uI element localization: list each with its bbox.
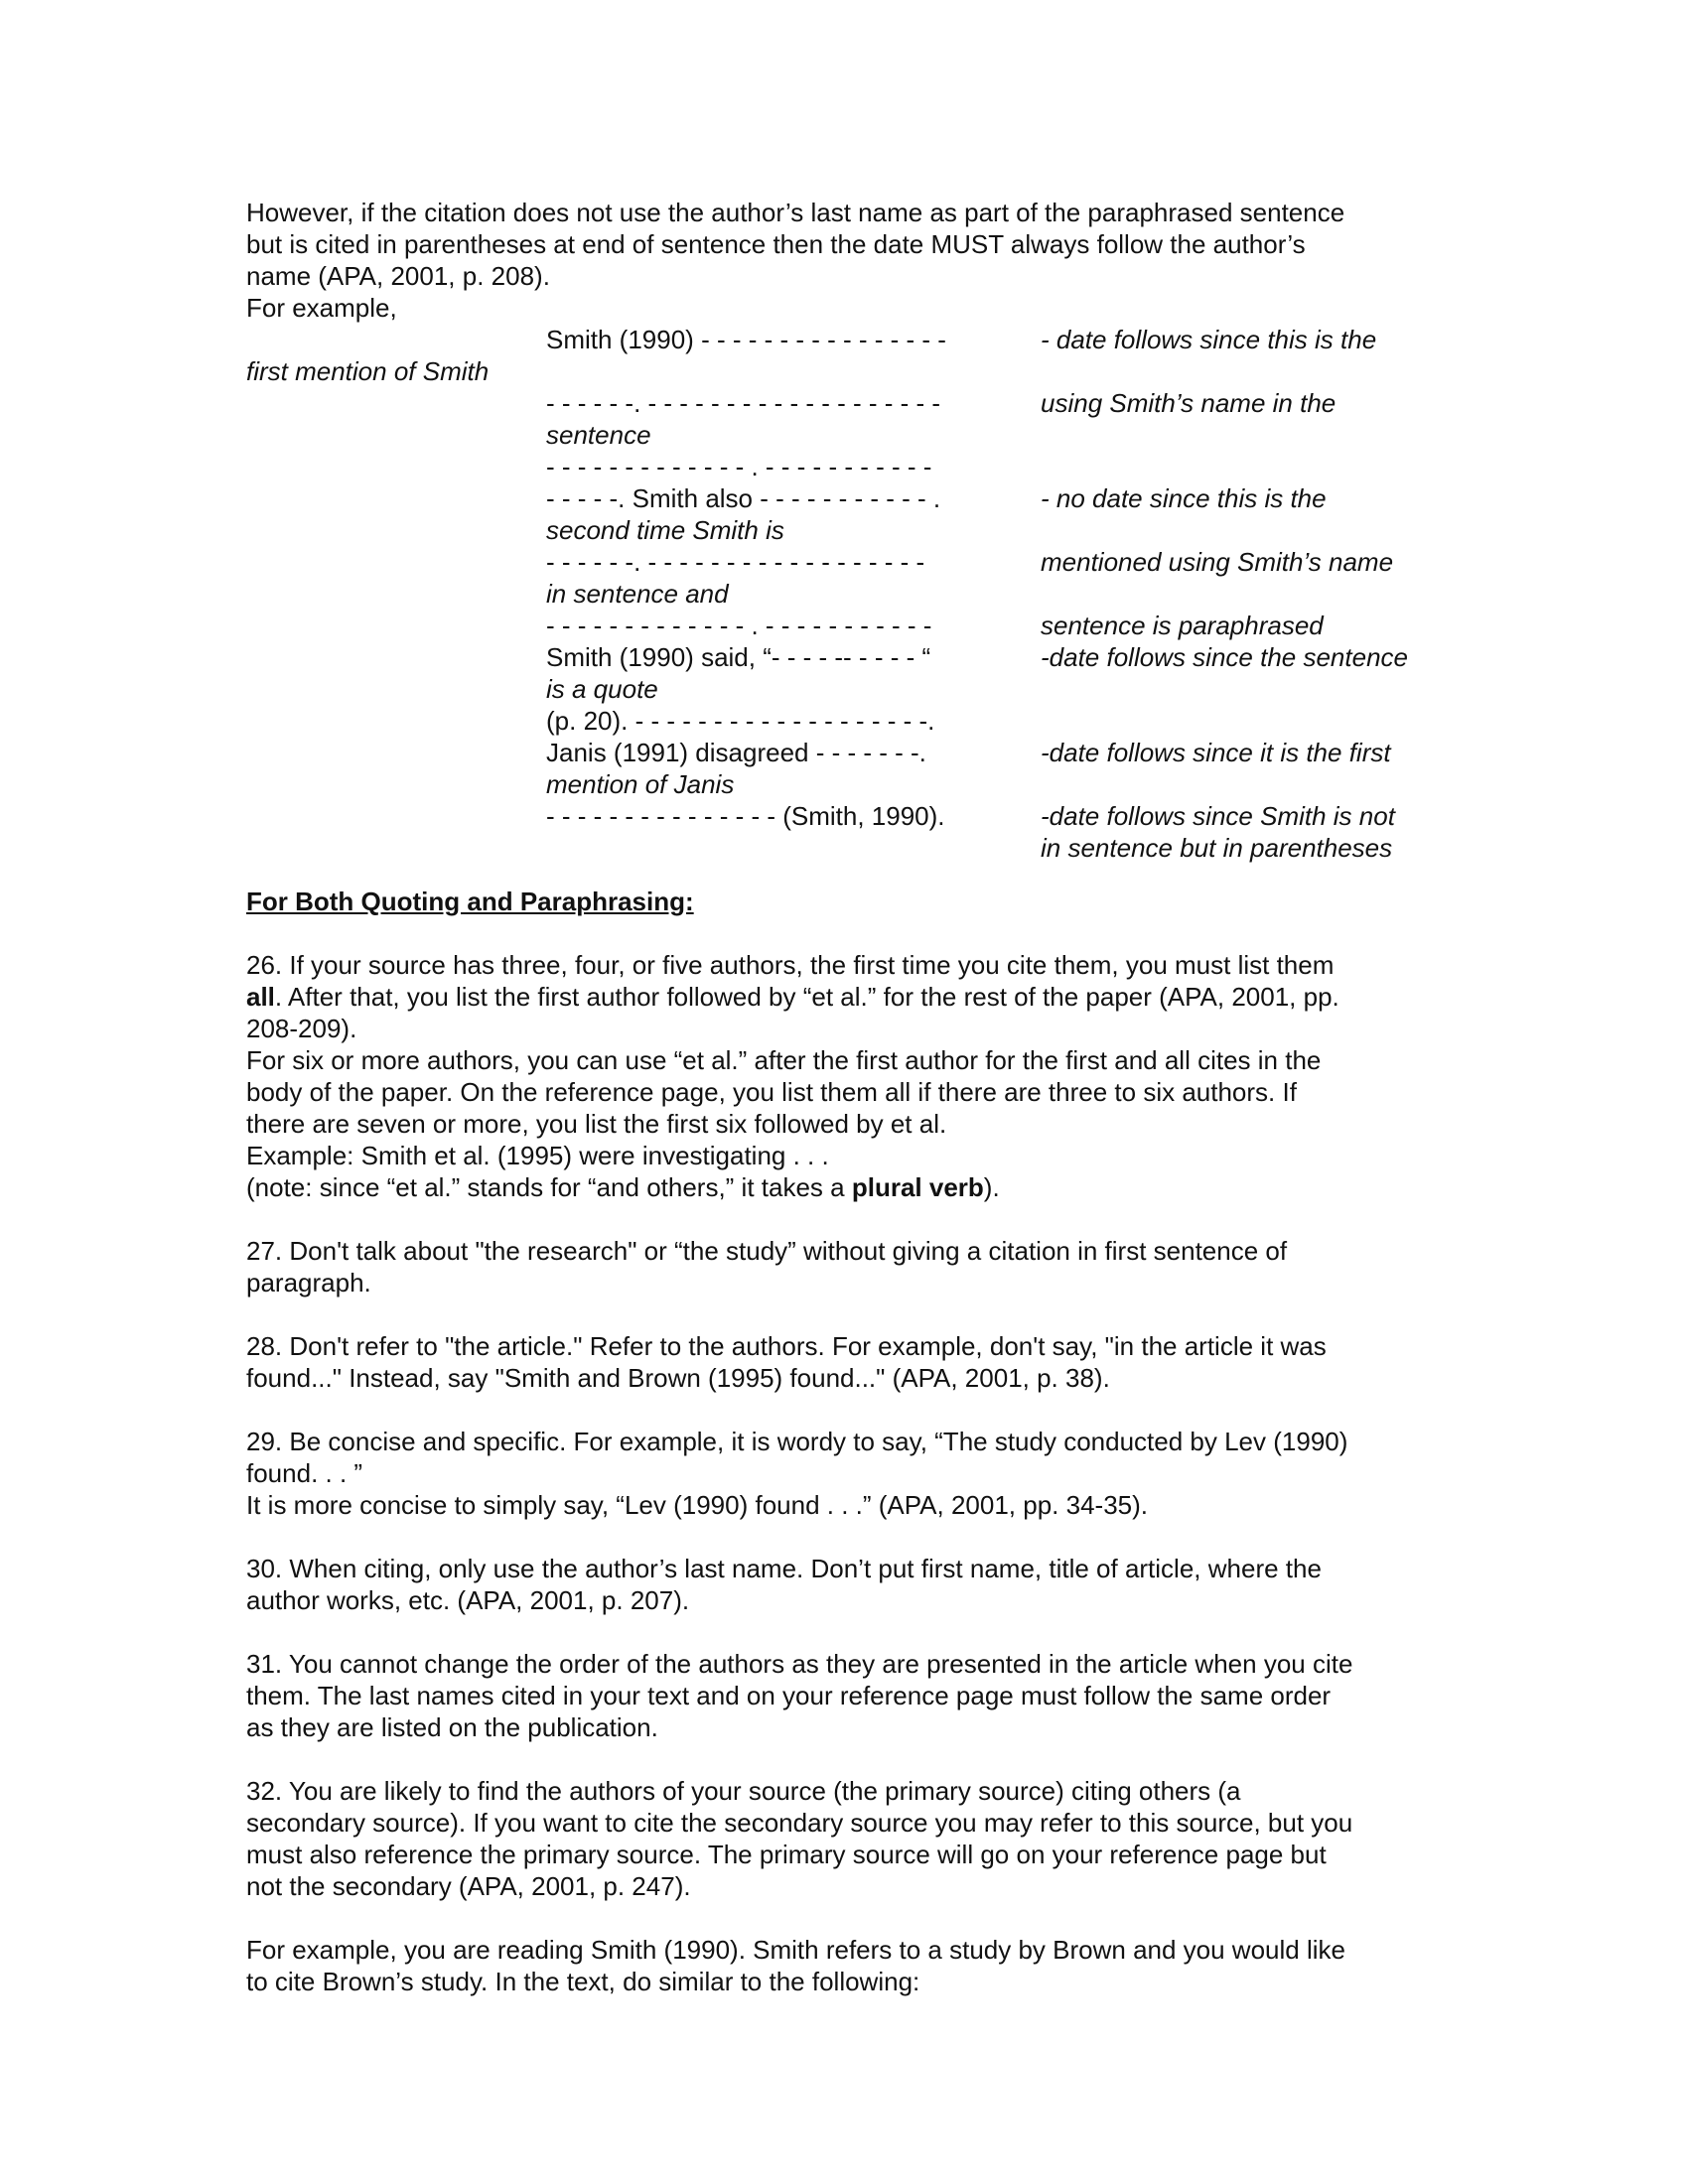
example-note: sentence is paraphrased (1041, 611, 1324, 640)
text-span: ). (983, 1172, 1000, 1202)
example-note: -date follows since it is the first (1041, 738, 1391, 767)
paragraph-line: It is more concise to simply say, “Lev (1990) found . . .” (APA, 2001, pp. 34-35). (246, 1490, 1148, 1520)
paragraph-line: not the secondary (APA, 2001, p. 247). (246, 1871, 691, 1901)
intro-line: For example, (246, 293, 397, 323)
paragraph-30 (246, 1553, 1448, 1616)
paragraph-line: 208-209). (246, 1014, 357, 1043)
intro-line: but is cited in parentheses at end of sentence then the date MUST always follow the author’s (246, 229, 1306, 259)
example-note: mentioned using Smith’s name (1041, 547, 1394, 577)
paragraph-line: paragraph. (246, 1268, 371, 1297)
paragraph-28 (246, 1330, 1448, 1394)
example-note-wrap: mention of Janis (546, 769, 735, 799)
paragraph-line: them. The last names cited in your text and on your reference page must follow the same order (246, 1681, 1332, 1710)
example-note-wrap: is a quote (546, 674, 658, 704)
example-left-text: - - - - - - - - - - - - - - - (Smith, 1990). (546, 801, 945, 831)
example-note-wrap: in sentence but in parentheses (1041, 833, 1393, 863)
example-left-text: Smith (1990) - - - - - - - - - - - - - - - - (546, 325, 946, 354)
paragraph-31 (246, 1648, 1448, 1743)
paragraph-line: found. . . ” (246, 1458, 363, 1488)
example-left-text: (p. 20). - - - - - - - - - - - - - - - - - - -. (546, 706, 935, 736)
example-note-wrap: sentence (546, 420, 651, 450)
paragraph-29 (246, 1426, 1448, 1521)
example-note-wrap: first mention of Smith (246, 356, 490, 386)
paragraph-line (246, 1171, 1448, 1203)
paragraph-line: For example, you are reading Smith (1990). Smith refers to a study by Brown and you would like (246, 1935, 1345, 1965)
paragraph-line: secondary source). If you want to cite the secondary source you may refer to this source, but you (246, 1808, 1353, 1838)
paragraph-line: 28. Don't refer to "the article." Refer to the authors. For example, don't say, "in the article it was (246, 1331, 1327, 1361)
paragraph-line: 29. Be concise and specific. For example, it is wordy to say, “The study conducted by Lev (1990) (246, 1427, 1348, 1456)
example-left-text: - - - - - - - - - - - - - . - - - - - - - - - - - (546, 611, 932, 640)
example-left-text: - - - - - -. - - - - - - - - - - - - - - - - - - - (546, 388, 941, 418)
paragraph-line: Example: Smith et al. (1995) were investigating . . . (246, 1141, 829, 1170)
example-left-text: Janis (1991) disagreed - - - - - - -. (546, 738, 926, 767)
paragraph-line: For six or more authors, you can use “et al.” after the first author for the first and all cites in the (246, 1045, 1322, 1075)
section-heading: For Both Quoting and Paraphrasing: (246, 887, 694, 916)
example-left-text: Smith (1990) said, “- - - - -- - - - - “ (546, 642, 931, 672)
example-note: using Smith’s name in the (1041, 388, 1336, 418)
example-note: - no date since this is the (1041, 483, 1327, 513)
paragraph-line: 26. If your source has three, four, or five authors, the first time you cite them, you must list them (246, 950, 1335, 980)
intro-line: name (APA, 2001, p. 208). (246, 261, 550, 291)
paragraph-32 (246, 1775, 1448, 1902)
paragraph-line: to cite Brown’s study. In the text, do similar to the following: (246, 1967, 920, 1996)
paragraph-line (246, 981, 1448, 1013)
paragraph-line: found..." Instead, say "Smith and Brown (1995) found..." (APA, 2001, p. 38). (246, 1363, 1110, 1393)
paragraph-line: must also reference the primary source. The primary source will go on your reference page but (246, 1840, 1327, 1869)
example-left-text: - - - - - -. - - - - - - - - - - - - - - - - - - (546, 547, 925, 577)
example-note: -date follows since Smith is not (1041, 801, 1395, 831)
paragraph-line: body of the paper. On the reference page, you list them all if there are three to six authors. If (246, 1077, 1297, 1107)
paragraph-line: 27. Don't talk about "the research" or “the study” without giving a citation in first sentence of (246, 1236, 1288, 1266)
paragraph-line: 31. You cannot change the order of the authors as they are presented in the article when you cite (246, 1649, 1353, 1679)
paragraph-line: as they are listed on the publication. (246, 1712, 658, 1742)
citation-example-block (246, 324, 1448, 863)
paragraph-line: 30. When citing, only use the author’s last name. Don’t put first name, title of article, where the (246, 1554, 1322, 1583)
text-span: . After that, you list the first author followed by “et al.” for the rest of the paper (APA, 2001, pp. (274, 982, 1339, 1012)
example-note-wrap: in sentence and (546, 579, 729, 609)
example-left-text: - - - - -. Smith also - - - - - - - - - - - . (546, 483, 941, 513)
bold-text: plural verb (851, 1172, 984, 1202)
paragraph-27 (246, 1235, 1448, 1298)
example-note: -date follows since the sentence (1041, 642, 1408, 672)
document-page (246, 197, 1448, 1997)
example-left-text: - - - - - - - - - - - - - . - - - - - - - - - - - (546, 452, 932, 481)
text-span: (note: since “et al.” stands for “and others,” it takes a (246, 1172, 852, 1202)
paragraph-example (246, 1934, 1448, 1997)
example-note-wrap: second time Smith is (546, 515, 784, 545)
paragraph-line: author works, etc. (APA, 2001, p. 207). (246, 1585, 690, 1615)
paragraph-line: there are seven or more, you list the first six followed by et al. (246, 1109, 947, 1139)
paragraph-26 (246, 949, 1448, 1203)
intro-line: However, if the citation does not use the author’s last name as part of the paraphrased sentence (246, 198, 1345, 227)
bold-text: all (246, 982, 275, 1012)
paragraph-line: 32. You are likely to find the authors of your source (the primary source) citing others (a (246, 1776, 1241, 1806)
example-note: - date follows since this is the (1041, 325, 1377, 354)
